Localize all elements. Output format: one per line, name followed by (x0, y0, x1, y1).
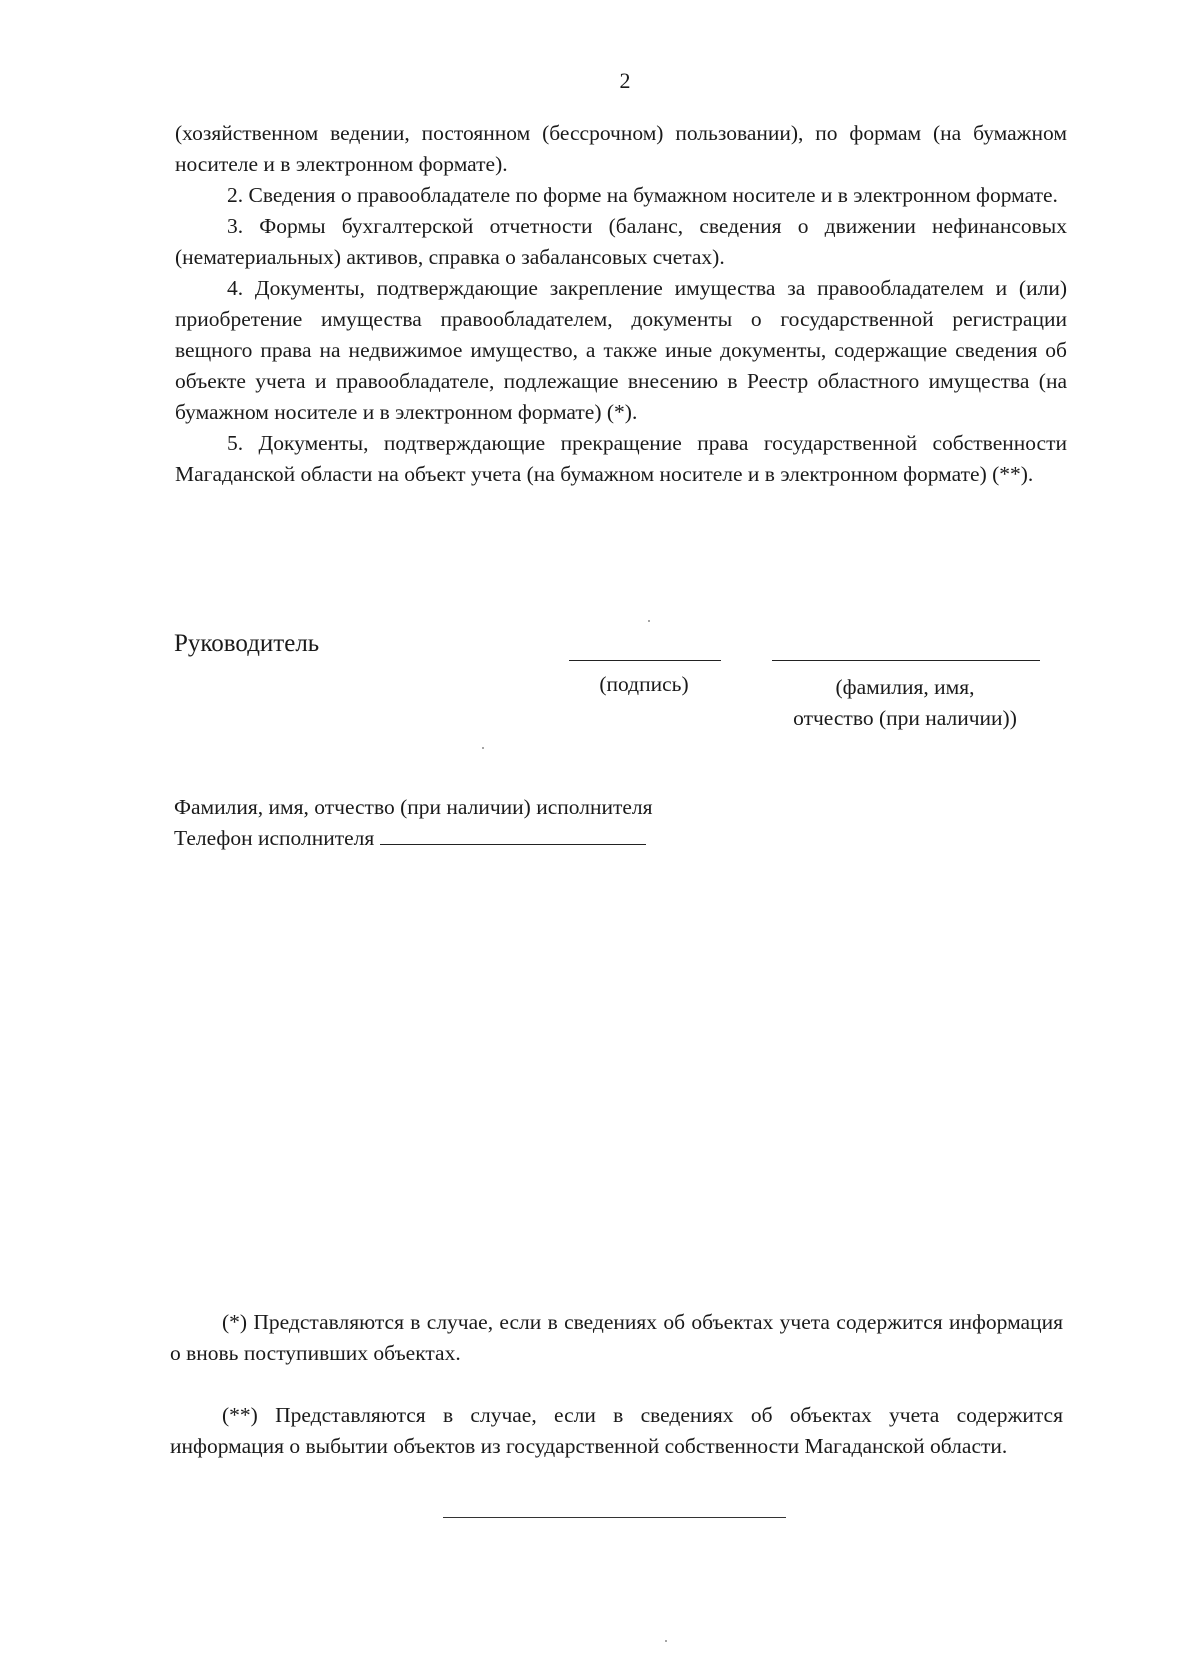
executor-name-label: Фамилия, имя, отчество (при наличии) исполнителя (174, 795, 653, 819)
name-caption-line-2: отчество (при наличии)) (793, 706, 1017, 730)
executor-block (174, 792, 874, 854)
paragraph-continuation: (хозяйственном ведении, постоянном (бессрочном) пользовании), по формам (на бумажном носителе и в электронном формате). (175, 121, 1067, 176)
footnote-2: (**) Представляются в случае, если в сведениях об объектах учета содержится информация о выбытии объектов из государственной собственности Магаданской области. (170, 1403, 1063, 1458)
executor-phone-label: Телефон исполнителя (174, 826, 375, 850)
page-number: 2 (619, 68, 631, 93)
document-body (175, 118, 1067, 490)
list-item-3: 3. Формы бухгалтерской отчетности (баланс, сведения о движении нефинансовых (нематериальных) активов, справка о забалансовых счетах). (175, 214, 1067, 269)
name-caption-line-1: (фамилия, имя, (835, 675, 975, 699)
signatory-role: Руководитель (174, 630, 320, 657)
signature-line (569, 660, 721, 661)
signature-caption: (подпись) (599, 672, 689, 696)
name-caption (764, 672, 1046, 734)
name-line (772, 660, 1040, 661)
footnote-1: (*) Представляются в случае, если в сведениях об объектах учета содержится информация о вновь поступивших объектах. (170, 1310, 1063, 1365)
scan-speck (648, 620, 650, 622)
executor-phone-row (174, 823, 874, 854)
list-item-5: 5. Документы, подтверждающие прекращение права государственной собственности Магаданской области на объект учета (на бумажном носителе и в электронном формате) (**). (175, 431, 1067, 486)
list-item-2: 2. Сведения о правообладателе по форме на бумажном носителе и в электронном формате. (227, 183, 1058, 207)
scan-speck (665, 1640, 667, 1642)
list-item-4: 4. Документы, подтверждающие закрепление имущества за правообладателем и (или) приобретение имущества правообладателем, документы о государственной регистрации вещного права на недвижимое имущество, а также иные документы, содержащие сведения об объекте учета и правообладателе, подлежащие внесению в Реестр областного имущества (на бумажном носителе и в электронном формате) (*). (175, 276, 1067, 424)
scan-speck (482, 747, 484, 749)
signature-block (174, 630, 1054, 740)
phone-blank-line (380, 824, 646, 845)
footnotes (170, 1307, 1063, 1493)
end-of-document-rule (443, 1517, 786, 1518)
